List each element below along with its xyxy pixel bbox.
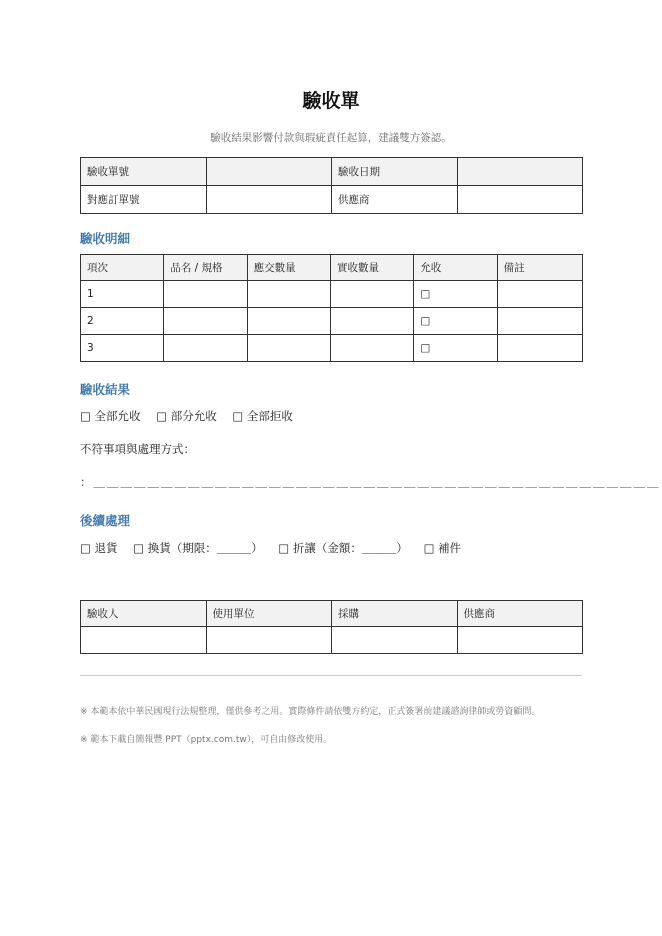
info-label-supplier: 供應商 — [332, 186, 458, 214]
info-label-receipt-no: 驗收單號 — [81, 158, 207, 186]
follow-up-options — [80, 540, 473, 556]
signature-row — [81, 627, 583, 654]
divider — [80, 675, 582, 676]
row-expected-qty-cell[interactable] — [247, 308, 330, 335]
nonconform-label: 不符事項與處理方式： — [80, 442, 195, 456]
option-accept-all[interactable]: □ 全部允收 — [80, 409, 141, 423]
col-header-name-spec: 品名 / 規格 — [164, 255, 247, 281]
section-title-result: 驗收結果 — [80, 382, 131, 397]
row-item-no: 3 — [81, 335, 164, 362]
col-header-accept: 允收 — [414, 255, 497, 281]
signature-table — [80, 600, 583, 654]
page-title: 驗收單 — [302, 90, 360, 112]
sign-cell-supplier[interactable] — [457, 627, 583, 654]
row-received-qty-cell[interactable] — [330, 308, 413, 335]
signature-header-row — [81, 601, 583, 627]
col-header-received-qty: 實收數量 — [330, 255, 413, 281]
row-name-spec-cell[interactable] — [164, 281, 247, 308]
col-header-item-no: 項次 — [81, 255, 164, 281]
row-remarks-cell[interactable] — [497, 335, 582, 362]
row-received-qty-cell[interactable] — [330, 281, 413, 308]
row-remarks-cell[interactable] — [497, 281, 582, 308]
sign-cell-purchasing[interactable] — [332, 627, 458, 654]
row-received-qty-cell[interactable] — [330, 335, 413, 362]
table-row — [81, 335, 583, 362]
info-value-order-no[interactable] — [206, 186, 332, 214]
section-title-detail: 驗收明細 — [80, 231, 131, 246]
row-name-spec-cell[interactable] — [164, 308, 247, 335]
info-label-receipt-date: 驗收日期 — [332, 158, 458, 186]
table-row — [81, 281, 583, 308]
sign-header-supplier: 供應商 — [457, 601, 583, 627]
info-value-receipt-date[interactable] — [457, 158, 583, 186]
info-value-supplier[interactable] — [457, 186, 583, 214]
sign-header-inspector: 驗收人 — [81, 601, 207, 627]
sign-cell-inspector[interactable] — [81, 627, 207, 654]
row-expected-qty-cell[interactable] — [247, 335, 330, 362]
row-accept-checkbox[interactable]: □ — [414, 335, 497, 362]
option-exchange[interactable]: □ 換貨（期限：＿＿＿） — [133, 541, 263, 555]
nonconform-fill-line[interactable]: ：＿＿＿＿＿＿＿＿＿＿＿＿＿＿＿＿＿＿＿＿＿＿＿＿＿＿＿＿＿＿＿＿＿＿＿＿＿＿＿＿＿＿ — [80, 475, 661, 489]
footnote-disclaimer: ※ 本範本依中華民國現行法規整理，僅供參考之用。實際條件請依雙方約定，正式簽署前建議諮詢律師或勞資顧問。 — [80, 707, 541, 717]
info-label-order-no: 對應訂單號 — [81, 186, 207, 214]
row-name-spec-cell[interactable] — [164, 335, 247, 362]
col-header-expected-qty: 應交數量 — [247, 255, 330, 281]
result-options — [80, 408, 305, 424]
option-accept-partial[interactable]: □ 部分允收 — [156, 409, 217, 423]
row-accept-checkbox[interactable]: □ — [414, 281, 497, 308]
option-discount[interactable]: □ 折讓（金額：＿＿＿） — [278, 541, 408, 555]
row-item-no: 1 — [81, 281, 164, 308]
detail-table — [80, 254, 583, 362]
option-reject-all[interactable]: □ 全部拒收 — [232, 409, 293, 423]
info-row — [81, 158, 583, 186]
section-title-follow-up: 後續處理 — [80, 513, 131, 528]
footnote-source: ※ 範本下載自簡報豐 PPT（pptx.com.tw），可自由修改使用。 — [80, 735, 333, 745]
sign-header-user-unit: 使用單位 — [206, 601, 332, 627]
option-supplement[interactable]: □ 補件 — [423, 541, 462, 555]
info-table — [80, 157, 583, 214]
row-item-no: 2 — [81, 308, 164, 335]
info-value-receipt-no[interactable] — [206, 158, 332, 186]
row-accept-checkbox[interactable]: □ — [414, 308, 497, 335]
option-return[interactable]: □ 退貨 — [80, 541, 118, 555]
sign-header-purchasing: 採購 — [332, 601, 458, 627]
table-row — [81, 308, 583, 335]
sign-cell-user-unit[interactable] — [206, 627, 332, 654]
col-header-remarks: 備註 — [497, 255, 582, 281]
row-expected-qty-cell[interactable] — [247, 281, 330, 308]
page-subtitle: 驗收結果影響付款與瑕疵責任起算，建議雙方簽認。 — [210, 132, 452, 144]
info-row — [81, 186, 583, 214]
row-remarks-cell[interactable] — [497, 308, 582, 335]
detail-header-row — [81, 255, 583, 281]
